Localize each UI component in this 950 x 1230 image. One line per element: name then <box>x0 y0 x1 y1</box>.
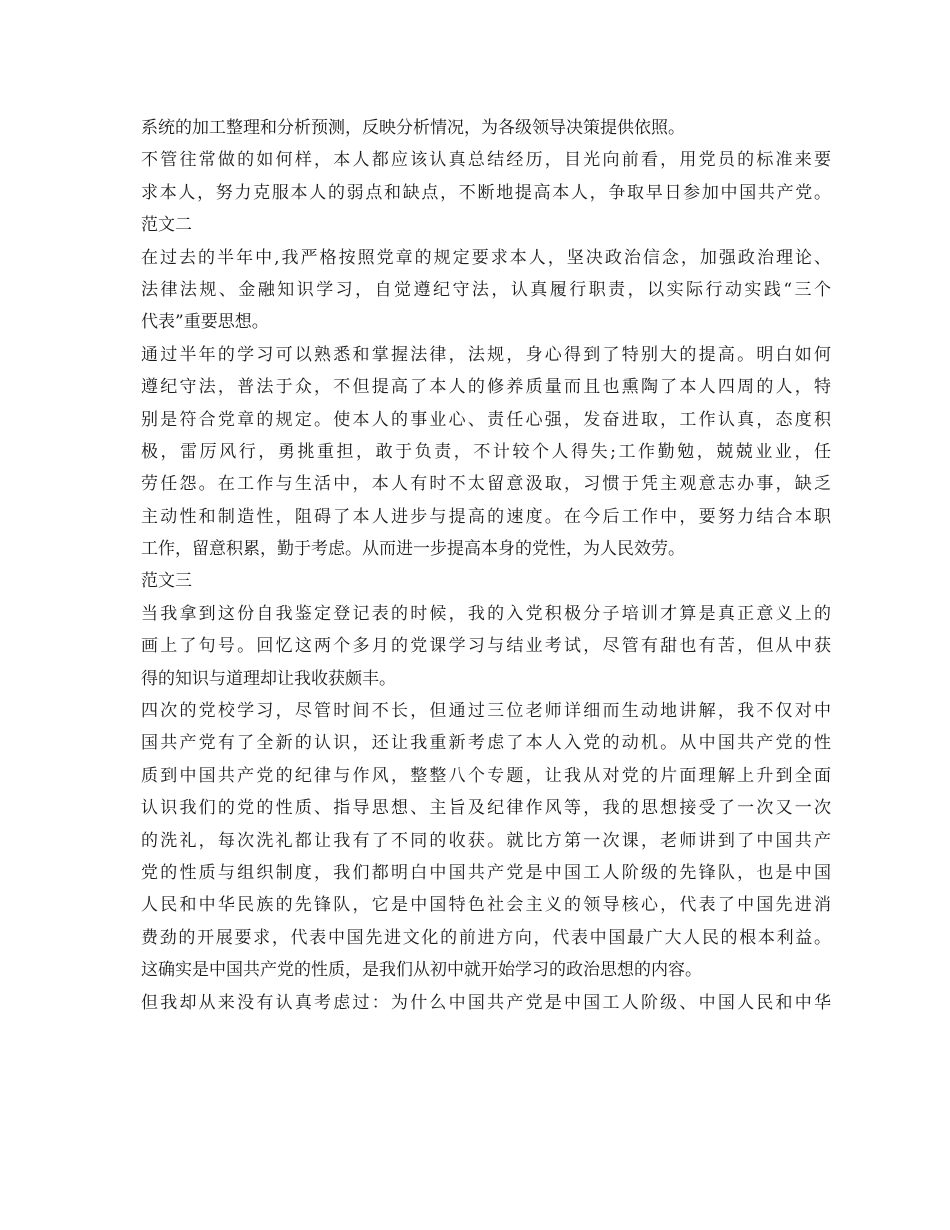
text-line: 认识我们的党的性质、指导思想、主旨及纪律作风等，我的思想接受了一次又一次 <box>141 798 831 819</box>
text-line: 求本人，努力克服本人的弱点和缺点，不断地提高本人，争取早日参加中国共产党。 <box>141 182 831 203</box>
text-line: 工作，留意积累，勤于考虑。从而进一步提高本身的党性，为人民效劳。 <box>141 539 685 560</box>
text-line: 通过半年的学习可以熟悉和掌握法律，法规，身心得到了特别大的提高。明白如何 <box>141 344 831 365</box>
text-line: 别是符合党章的规定。使本人的事业心、责任心强，发奋进取，工作认真，态度积 <box>141 409 831 430</box>
text-line: 范文三 <box>141 571 192 592</box>
text-line: 得的知识与道理却让我收获颇丰。 <box>141 668 396 689</box>
text-line: 主动性和制造性，阻碍了本人进步与提高的速度。在今后工作中，要努力结合本职 <box>141 506 831 527</box>
text-line: 不管往常做的如何样，本人都应该认真总结经历，目光向前看，用党员的标准来要 <box>141 150 831 171</box>
text-line: 在过去的半年中,我严格按照党章的规定要求本人，坚决政治信念，加强政治理论、 <box>141 247 831 268</box>
text-line: 劳任怨。在工作与生活中，本人有时不太留意汲取，习惯于凭主观意志办事，缺乏 <box>141 474 831 495</box>
text-line: 代表”重要思想。 <box>141 312 269 333</box>
text-line: 费劲的开展要求，代表中国先进文化的前进方向，代表中国最广大人民的根本利益。 <box>141 927 831 948</box>
text-line: 系统的加工整理和分析预测，反映分析情况，为各级领导决策提供依照。 <box>141 118 685 138</box>
text-line: 当我拿到这份自我鉴定登记表的时候，我的入党积极分子培训才算是真正意义上的 <box>141 603 831 624</box>
text-line: 法律法规、金融知识学习，自觉遵纪守法，认真履行职责，以实际行动实践“三个 <box>141 279 831 300</box>
text-line: 国共产党有了全新的认识，还让我重新考虑了本人入党的动机。从中国共产党的性 <box>141 733 831 754</box>
text-line: 人民和中华民族的先锋队，它是中国特色社会主义的领导核心，代表了中国先进消 <box>141 895 831 916</box>
text-line: 的洗礼，每次洗礼都让我有了不同的收获。就比方第一次课，老师讲到了中国共产 <box>141 830 831 851</box>
text-line: 遵纪守法，普法于众，不但提高了本人的修养质量而且也熏陶了本人四周的人，特 <box>141 377 831 398</box>
text-line: 四次的党校学习，尽管时间不长，但通过三位老师详细而生动地讲解，我不仅对中 <box>141 701 831 722</box>
document-body <box>141 112 831 1019</box>
text-line: 党的性质与组织制度，我们都明白中国共产党是中国工人阶级的先锋队，也是中国 <box>141 862 831 883</box>
text-line: 极，雷厉风行，勇挑重担，敢于负责，不计较个人得失;工作勤勉，兢兢业业，任 <box>141 441 831 462</box>
text-line: 画上了句号。回忆这两个多月的党课学习与结业考试，尽管有甜也有苦，但从中获 <box>141 636 831 657</box>
text-line: 质到中国共产党的纪律与作风，整整八个专题，让我从对党的片面理解上升到全面 <box>141 765 831 786</box>
text-line: 但我却从来没有认真考虑过：为什么中国共产党是中国工人阶级、中国人民和中华 <box>141 992 831 1013</box>
text-line: 这确实是中国共产党的性质，是我们从初中就开始学习的政治思想的内容。 <box>141 960 702 981</box>
text-line: 范文二 <box>141 215 192 236</box>
